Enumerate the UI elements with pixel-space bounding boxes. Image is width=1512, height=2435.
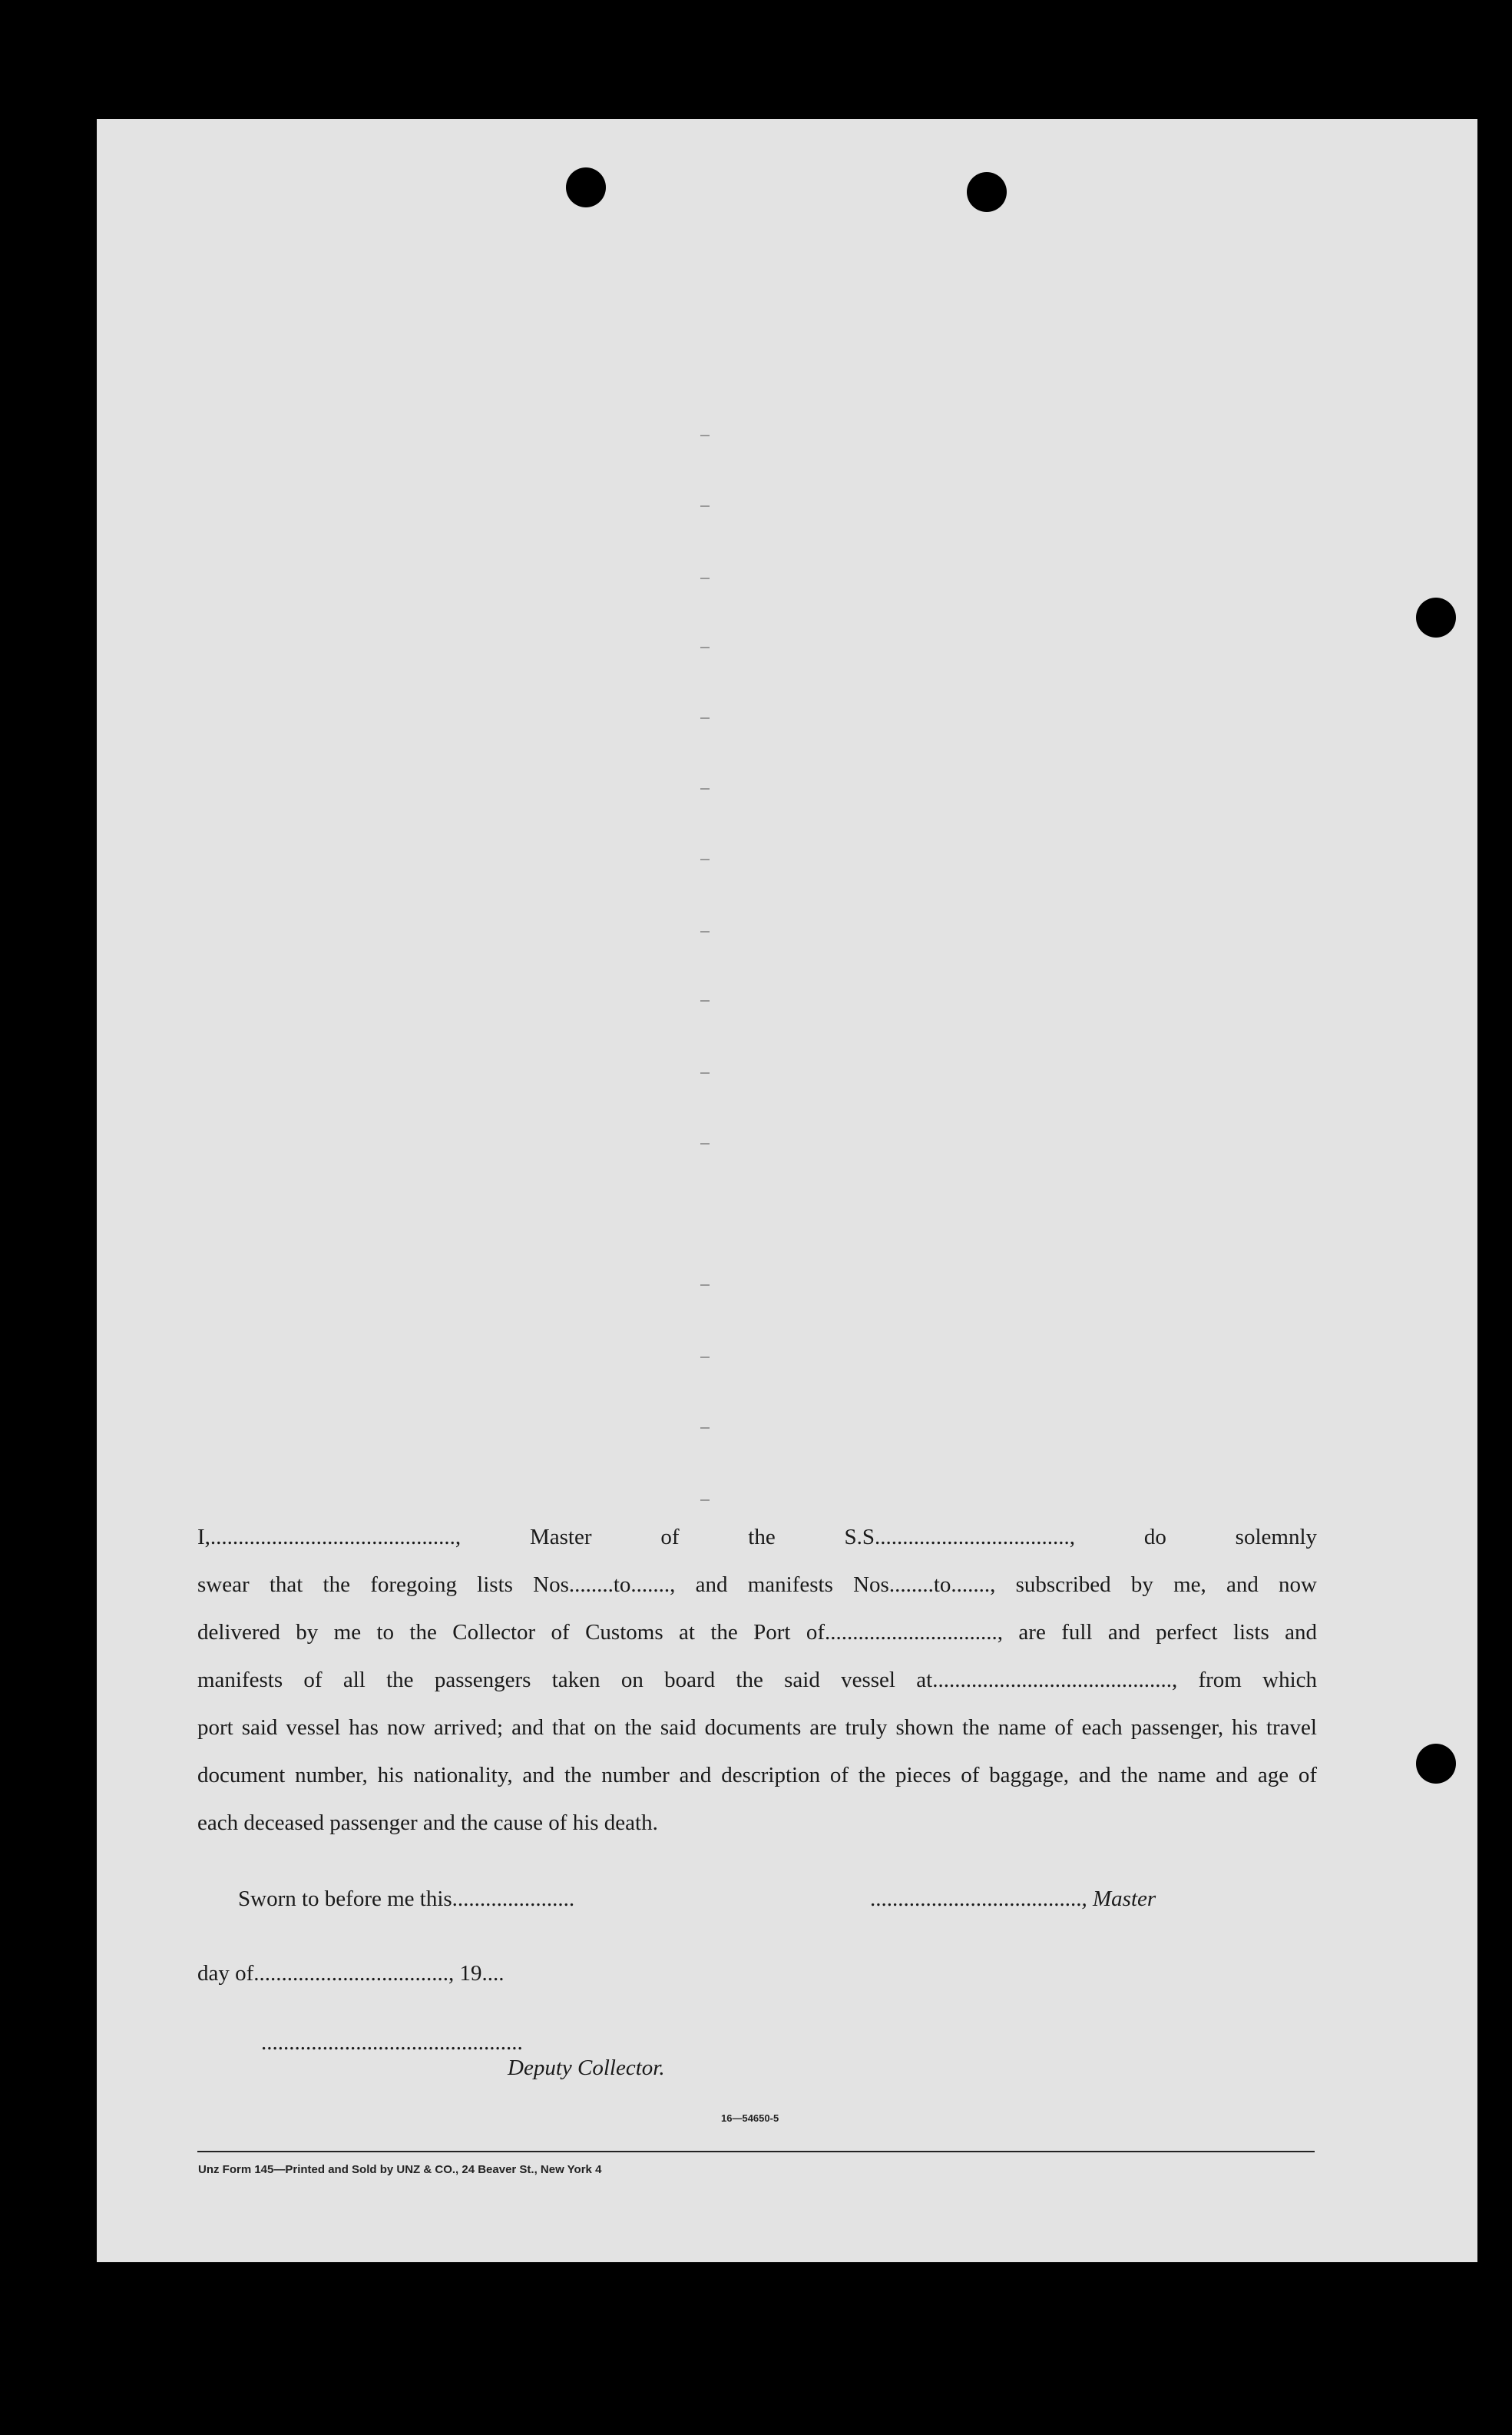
declaration-line: port said vessel has now arrived; and that on the said documents are truly shown the name of each passenger, his travel <box>197 1715 1317 1740</box>
declaration-line: manifests of all the passengers taken on board the said vessel at..........................................., from which <box>197 1668 1317 1692</box>
punch-hole <box>1416 1744 1456 1784</box>
punch-hole <box>967 172 1007 212</box>
form-code: 16—54650-5 <box>721 2112 779 2124</box>
day-of-line: day of..................................., 19.... <box>197 1961 505 1986</box>
printer-footer: Unz Form 145—Printed and Sold by UNZ & CO., 24 Beaver St., New York 4 <box>198 2163 602 2176</box>
master-label: , Master <box>1081 1887 1156 1911</box>
punch-hole <box>1416 598 1456 638</box>
declaration-line: delivered by me to the Collector of Customs at the Port of..............................., are full and perfect lists and <box>197 1620 1317 1645</box>
punch-hole <box>566 167 606 207</box>
deputy-signature-dots: ............................................... <box>261 2030 523 2055</box>
declaration-line: each deceased passenger and the cause of his death. <box>197 1811 658 1835</box>
footer-rule <box>197 2151 1315 2152</box>
master-signature-dots: ...................................... <box>870 1887 1082 1911</box>
master-declaration <box>197 1513 1317 1847</box>
declaration-line: I,............................................, Master of the S.S..................................., do solemnly <box>197 1525 1317 1549</box>
sworn-before-line: Sworn to before me this...................... <box>238 1887 575 1911</box>
declaration-line: swear that the foregoing lists Nos........to......., and manifests Nos........to......., subscribed by me, and now <box>197 1572 1317 1597</box>
master-signature-line <box>870 1887 1156 1912</box>
document-sheet <box>97 119 1477 2262</box>
deputy-collector-label: Deputy Collector. <box>508 2056 665 2080</box>
declaration-line: document number, his nationality, and the number and description of the pieces of baggage, and the name and age of <box>197 1763 1317 1787</box>
